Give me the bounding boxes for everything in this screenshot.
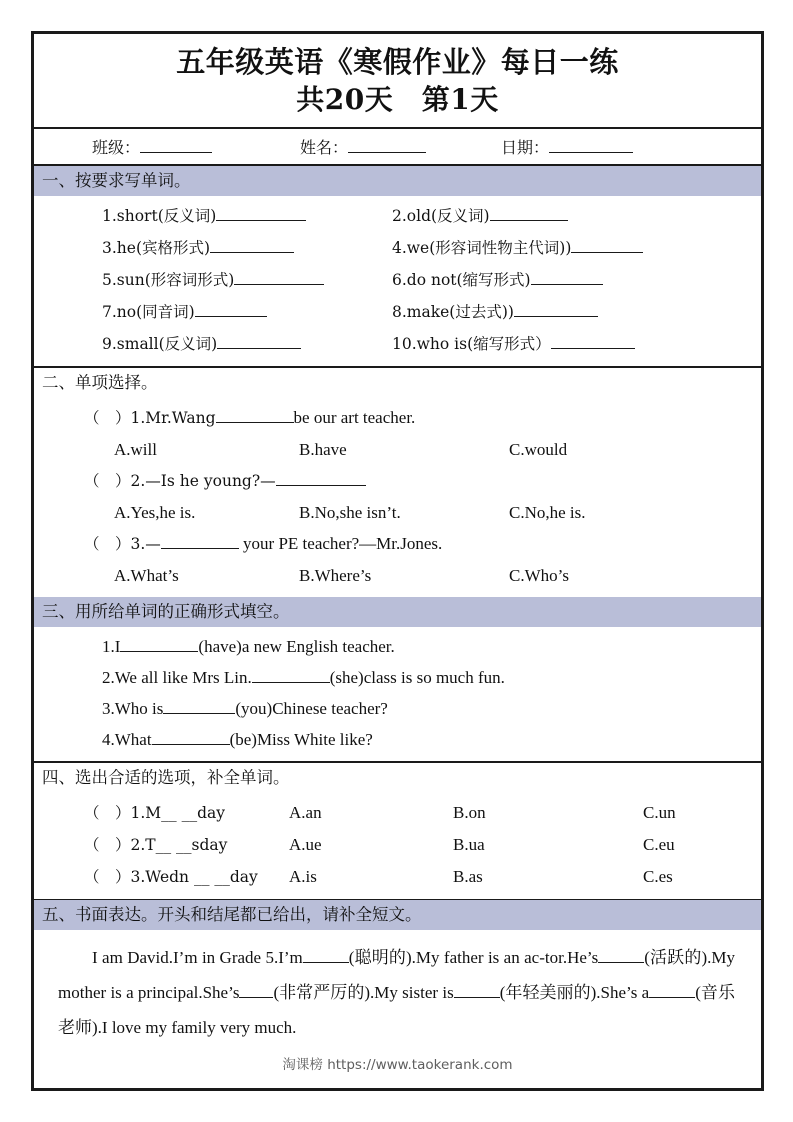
section-2-body	[34, 398, 761, 597]
passage-blank-2[interactable]	[598, 949, 644, 963]
date-field[interactable]	[501, 135, 633, 158]
fill-item-1	[34, 631, 761, 662]
mc-question-1	[34, 402, 761, 434]
passage-blank-3[interactable]	[239, 984, 273, 998]
word-option-3-a[interactable]: A.is	[289, 867, 317, 886]
word-option-2-a[interactable]: A.ue	[289, 835, 322, 854]
section-5-heading: 五、书面表达。开头和结尾都已给出，请补全短文。	[34, 900, 761, 930]
vocab-item-2	[364, 200, 761, 232]
mc-question-2-blank[interactable]	[276, 472, 366, 486]
worksheet-title-line-2: 共20天 第1天	[296, 83, 499, 116]
vocab-item-6-blank[interactable]	[531, 271, 603, 285]
fill-item-2-blank[interactable]	[252, 669, 330, 683]
vocab-item-7-blank[interactable]	[195, 303, 267, 317]
vocab-item-5-blank[interactable]	[234, 271, 324, 285]
mc-question-2	[34, 465, 761, 497]
word-option-3-c[interactable]: C.es	[643, 867, 673, 886]
word-option-1-a[interactable]: A.an	[289, 803, 322, 822]
section-3-body	[34, 627, 761, 761]
vocab-item-1-text: 1.short(反义词)	[102, 207, 217, 225]
class-label: 班级：	[92, 138, 141, 157]
word-row-1	[34, 797, 761, 829]
vocab-item-7-text: 7.no(同音词)	[102, 303, 195, 321]
word-option-1-b[interactable]: B.on	[453, 803, 486, 822]
passage-part-6: (音乐老师).I love my family very much.	[58, 983, 735, 1037]
name-label: 姓名：	[300, 138, 349, 157]
vocab-item-6-text: 6.do not(缩写形式)	[392, 271, 531, 289]
vocab-item-4	[364, 232, 761, 264]
mc-option-2-c[interactable]: C.No,he is.	[509, 503, 586, 522]
section-1-body	[34, 196, 761, 366]
section-2-heading: 二、单项选择。	[34, 368, 761, 398]
vocab-item-8-blank[interactable]	[514, 303, 598, 317]
mc-options-1	[34, 434, 761, 465]
fill-item-3-blank[interactable]	[163, 700, 235, 714]
class-field[interactable]	[92, 135, 212, 158]
mc-options-3	[34, 560, 761, 591]
vocab-row	[34, 296, 761, 328]
vocab-item-5	[34, 264, 364, 296]
word-option-1-c[interactable]: C.un	[643, 803, 676, 822]
word-row-3	[34, 861, 761, 893]
passage-part-5: (年轻美丽的).She’s a	[499, 983, 650, 1002]
fill-item-2	[34, 662, 761, 693]
mc-question-3-blank[interactable]	[161, 535, 239, 549]
vocab-row	[34, 200, 761, 232]
fill-item-1-pre: 1.I	[102, 637, 121, 656]
name-field[interactable]	[300, 135, 426, 158]
vocab-item-9-blank[interactable]	[217, 335, 301, 349]
fill-item-3-post: (you)Chinese teacher?	[235, 699, 388, 718]
vocab-item-9	[34, 328, 364, 360]
word-question-2: （ ）2.T__ __sday	[84, 836, 228, 854]
vocab-item-2-blank[interactable]	[490, 207, 568, 221]
section-3-heading: 三、用所给单词的正确形式填空。	[34, 597, 761, 627]
passage-part-4: (非常严厉的).My sister is	[273, 983, 454, 1002]
mc-option-3-c[interactable]: C.Who’s	[509, 566, 569, 585]
vocab-row	[34, 232, 761, 264]
fill-item-4-post: (be)Miss White like?	[229, 730, 373, 749]
vocab-item-5-text: 5.sun(形容词形式)	[102, 271, 235, 289]
mc-question-3-stem: （ ）3.—	[84, 535, 161, 553]
mc-option-3-a[interactable]: A.What’s	[114, 566, 179, 585]
vocab-item-1	[34, 200, 364, 232]
mc-question-1-blank[interactable]	[216, 409, 294, 423]
vocab-item-9-text: 9.small(反义词)	[102, 335, 218, 353]
fill-item-2-pre: 2.We all like Mrs Lin.	[102, 668, 252, 687]
fill-item-4-blank[interactable]	[152, 731, 230, 745]
passage-blank-5[interactable]	[649, 984, 695, 998]
mc-question-1-stem: （ ）1.Mr.Wang	[84, 409, 216, 427]
mc-question-1-tail: be our art teacher.	[293, 408, 416, 427]
passage-blank-4[interactable]	[454, 984, 500, 998]
word-question-1: （ ）1.M__ __day	[84, 804, 226, 822]
vocab-item-8-text: 8.make(过去式))	[392, 303, 514, 321]
word-row-2	[34, 829, 761, 861]
fill-item-1-blank[interactable]	[120, 638, 198, 652]
mc-option-3-b[interactable]: B.Where’s	[299, 566, 372, 585]
worksheet-page	[31, 31, 764, 1091]
vocab-item-3-blank[interactable]	[210, 239, 294, 253]
mc-options-2	[34, 497, 761, 528]
fill-item-1-post: (have)a new English teacher.	[198, 637, 395, 656]
mc-option-1-b[interactable]: B.have	[299, 440, 347, 459]
class-blank[interactable]	[140, 140, 212, 153]
fill-item-2-post: (she)class is so much fun.	[329, 668, 505, 687]
fill-item-3-pre: 3.Who is	[102, 699, 164, 718]
student-info-row	[34, 129, 761, 166]
date-blank[interactable]	[549, 140, 633, 153]
vocab-item-8	[364, 296, 761, 328]
vocab-item-10-text: 10.who is(缩写形式）	[392, 335, 551, 353]
passage-part-2: (聪明的).My father is an ac-tor.He’s	[348, 948, 599, 967]
mc-question-2-stem: （ ）2.—Is he young?—	[84, 472, 276, 490]
vocab-item-1-blank[interactable]	[216, 207, 306, 221]
mc-option-2-b[interactable]: B.No,she isn’t.	[299, 503, 401, 522]
vocab-item-4-blank[interactable]	[571, 239, 643, 253]
section-4-heading: 四、选出合适的选项，补全单词。	[34, 763, 761, 793]
mc-question-3-tail: your PE teacher?—Mr.Jones.	[243, 534, 443, 553]
writing-passage[interactable]	[34, 930, 761, 1045]
mc-option-1-c[interactable]: C.would	[509, 440, 568, 459]
name-blank[interactable]	[348, 140, 426, 153]
fill-item-3	[34, 693, 761, 724]
passage-part-1: I am David.I’m in Grade 5.I’m	[92, 948, 303, 967]
section-1-heading: 一、按要求写单词。	[34, 166, 761, 196]
vocab-row	[34, 264, 761, 296]
fill-item-4	[34, 724, 761, 755]
passage-part-3: (活跃的).My mother is a principal.She’s	[58, 948, 735, 1002]
vocab-item-10	[364, 328, 761, 360]
mc-option-2-a[interactable]: A.Yes,he is.	[114, 503, 196, 522]
date-label: 日期：	[501, 138, 550, 157]
vocab-item-10-blank[interactable]	[551, 335, 635, 349]
worksheet-title-block	[34, 34, 761, 129]
word-option-2-c[interactable]: C.eu	[643, 835, 675, 854]
vocab-item-3	[34, 232, 364, 264]
mc-question-3	[34, 528, 761, 560]
vocab-item-7	[34, 296, 364, 328]
vocab-item-3-text: 3.he(宾格形式)	[102, 239, 211, 257]
vocab-row	[34, 328, 761, 360]
vocab-item-6	[364, 264, 761, 296]
fill-item-4-pre: 4.What	[102, 730, 152, 749]
word-question-3: （ ）3.Wedn __ __day	[84, 868, 258, 886]
passage-blank-1[interactable]	[303, 949, 349, 963]
word-option-2-b[interactable]: B.ua	[453, 835, 485, 854]
vocab-item-4-text: 4.we(形容词性物主代词))	[392, 239, 572, 257]
section-4-body	[34, 793, 761, 899]
mc-option-1-a[interactable]: A.will	[114, 440, 157, 459]
vocab-item-2-text: 2.old(反义词)	[392, 207, 490, 225]
word-option-3-b[interactable]: B.as	[453, 867, 483, 886]
worksheet-title-line-1: 五年级英语《寒假作业》每日一练	[176, 45, 619, 79]
page-bottom-space	[34, 1073, 761, 1088]
watermark: 淘课榜 https://www.taokerank.com	[282, 1057, 513, 1073]
